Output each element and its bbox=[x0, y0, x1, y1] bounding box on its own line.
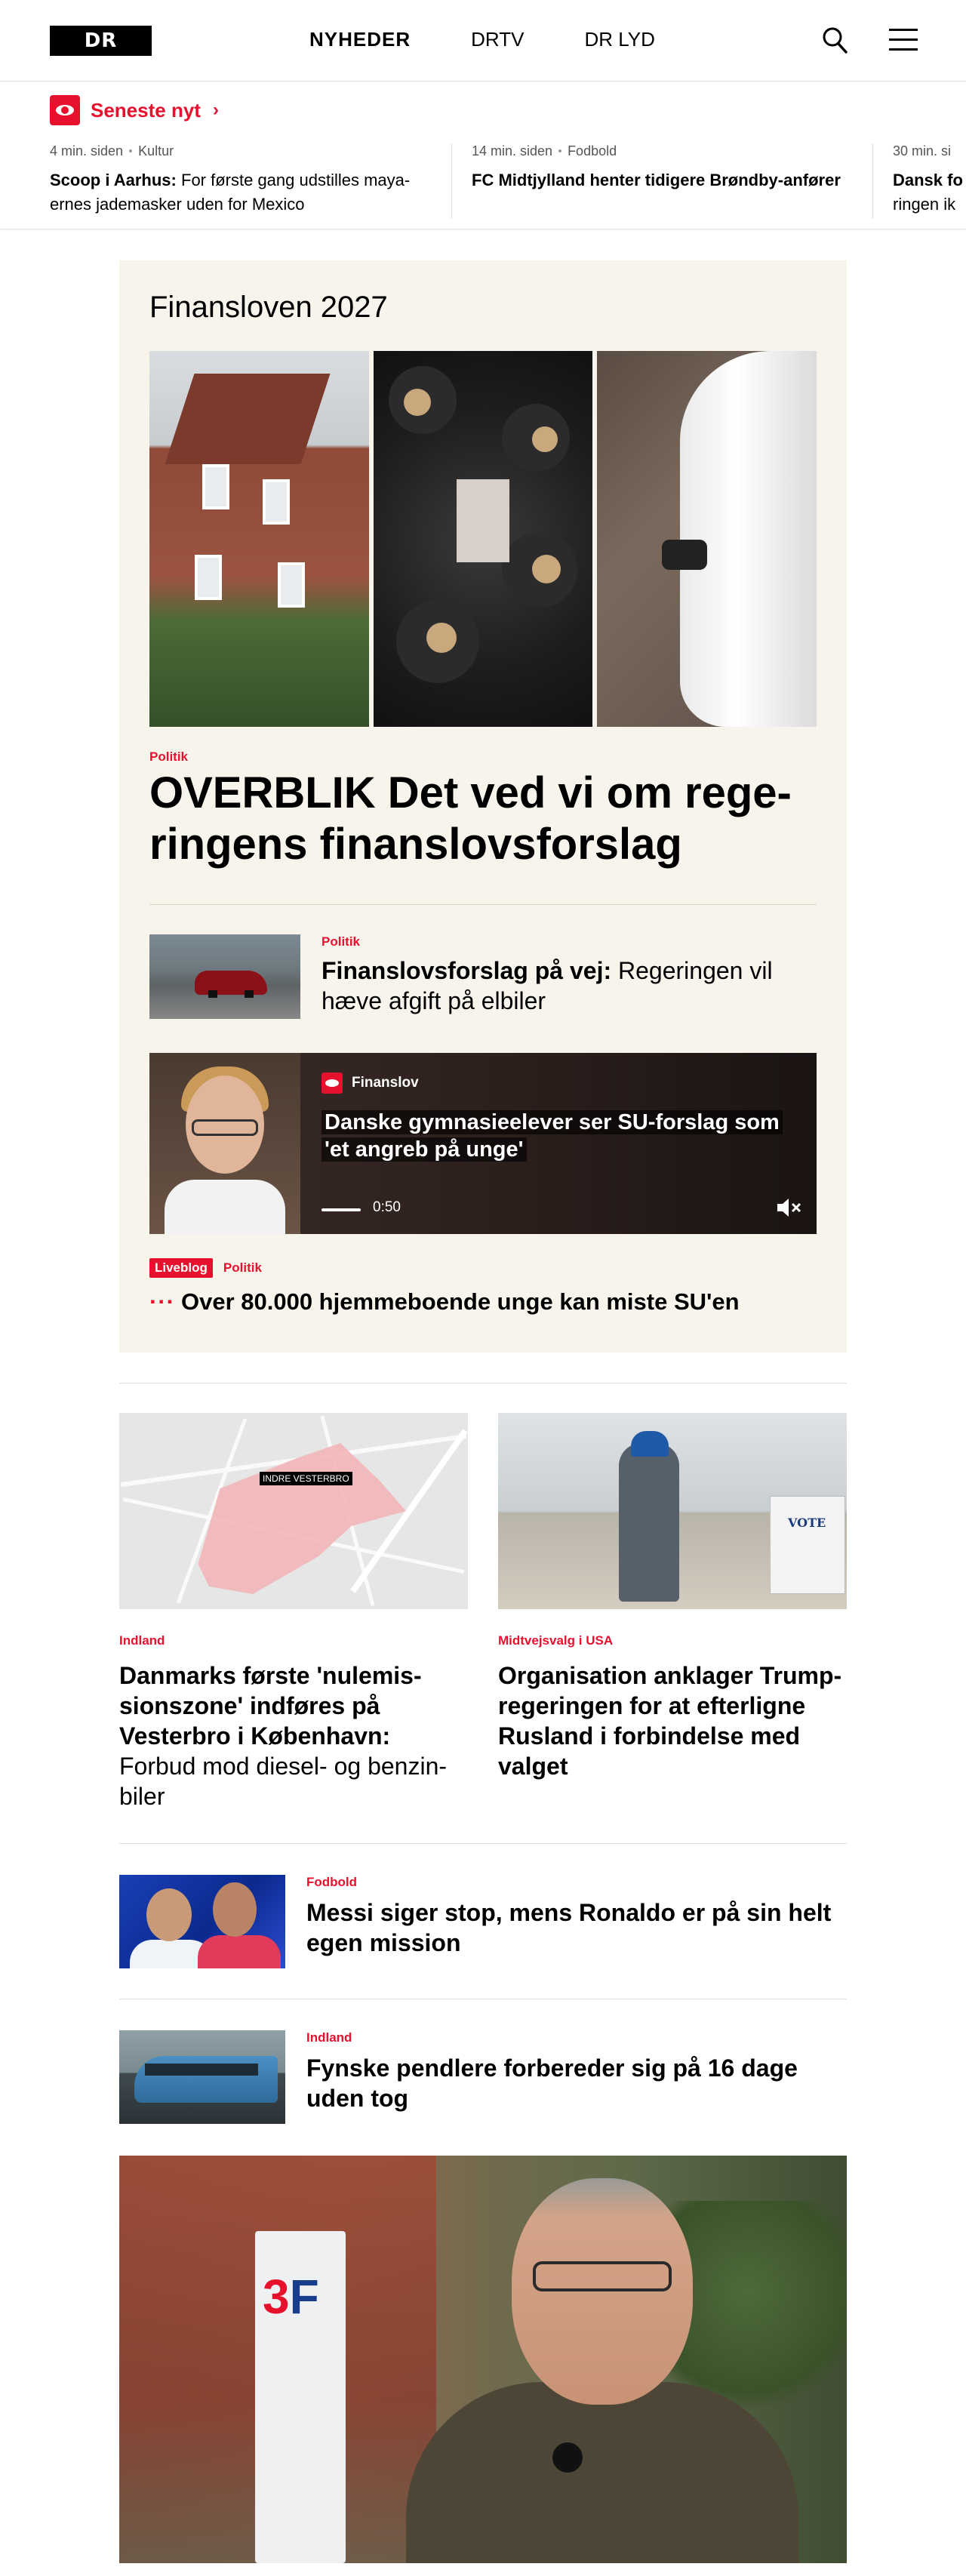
latest-news-link[interactable] bbox=[50, 95, 219, 125]
featured-category[interactable]: Politik bbox=[149, 749, 189, 764]
article-elbiler[interactable] bbox=[149, 934, 817, 1019]
article-text: Regeringen vil hæve afgift på elbiler bbox=[321, 957, 773, 1014]
3f-logo: 3F bbox=[263, 2270, 319, 2324]
logo-text: DR bbox=[84, 29, 118, 52]
video-title: Danske gymnasieelever ser SU-forslag som 'et angreb på unge' bbox=[321, 1109, 789, 1163]
ticker-lead: Scoop i Aarhus: bbox=[50, 171, 177, 189]
article-title: Organisation anklager Trump-regeringen for at efterligne Rusland i forbindelse med valget bbox=[498, 1662, 842, 1780]
divider bbox=[149, 904, 817, 905]
video-progress-bar[interactable] bbox=[321, 1208, 361, 1211]
featured-heading[interactable]: Finansloven 2027 bbox=[149, 291, 388, 324]
article-trump-valg[interactable] bbox=[498, 1413, 847, 1781]
ticker-lead: FC Midtjylland henter tidigere Brøndby-anfører bbox=[472, 171, 841, 189]
ticker-time: 30 min. si bbox=[893, 143, 952, 158]
divider bbox=[119, 1843, 847, 1844]
article-text: Forbud mod diesel- og benzin-biler bbox=[119, 1753, 448, 1810]
electric-car-photo bbox=[597, 351, 817, 727]
dr-logo[interactable] bbox=[50, 26, 152, 56]
students-photo bbox=[374, 351, 593, 727]
microphone bbox=[552, 2442, 583, 2473]
article-category: Indland bbox=[119, 1633, 165, 1648]
map-label: INDRE VESTERBRO bbox=[260, 1472, 352, 1485]
house-photo bbox=[149, 351, 369, 727]
live-dots-icon: ··· bbox=[149, 1288, 175, 1315]
ticker-time: 4 min. siden bbox=[50, 143, 124, 158]
article-title: Fynske pendlere forbereder sig på 16 dage uden tog bbox=[306, 2054, 798, 2112]
ticker-item[interactable] bbox=[451, 143, 851, 219]
student-thumbnail bbox=[149, 1053, 300, 1234]
article-category: Midtvejsvalg i USA bbox=[498, 1633, 614, 1648]
liveblog-title: Over 80.000 hjemmeboende unge kan miste SU'en bbox=[180, 1288, 740, 1315]
3f-video-thumbnail[interactable] bbox=[119, 2156, 847, 2563]
article-title: Messi siger stop, mens Ronaldo er på sin helt egen mission bbox=[306, 1899, 832, 1956]
dr-eye-icon bbox=[321, 1073, 343, 1094]
article-messi-ronaldo[interactable] bbox=[119, 1875, 847, 1968]
video-duration: 0:50 bbox=[373, 1199, 401, 1215]
ticker-category: Kultur bbox=[138, 143, 174, 158]
nav-drtv[interactable]: DRTV bbox=[471, 28, 525, 51]
latest-news-bar bbox=[0, 82, 966, 229]
voting-photo bbox=[498, 1413, 847, 1609]
article-category: Fodbold bbox=[306, 1875, 358, 1889]
search-icon[interactable] bbox=[821, 26, 848, 54]
liveblog-title-link[interactable] bbox=[149, 1288, 740, 1316]
su-video-player[interactable] bbox=[149, 1053, 817, 1234]
ticker-category: Fodbold bbox=[568, 143, 617, 158]
ticker-time: 14 min. siden bbox=[472, 143, 553, 158]
train-thumbnail bbox=[119, 2030, 285, 2124]
article-fynske-pendlere[interactable] bbox=[119, 2030, 847, 2124]
nav-dr-lyd[interactable]: DR LYD bbox=[584, 28, 655, 51]
article-nulemissionszone[interactable] bbox=[119, 1413, 468, 1811]
article-category: Politik bbox=[321, 934, 361, 949]
nav-nyheder[interactable]: NYHEDER bbox=[309, 28, 411, 51]
ticker-item[interactable] bbox=[50, 143, 450, 219]
article-lead: Danmarks første 'nulemis-sionszone' indføres på Vesterbro i København: bbox=[119, 1662, 422, 1750]
site-header bbox=[0, 0, 966, 82]
tesla-thumbnail bbox=[149, 934, 300, 1019]
messi-ronaldo-thumbnail bbox=[119, 1875, 285, 1968]
featured-image[interactable] bbox=[149, 351, 817, 727]
live-eye-icon bbox=[50, 95, 80, 125]
vesterbro-map bbox=[119, 1413, 468, 1609]
liveblog-category: Politik bbox=[223, 1260, 262, 1275]
featured-finanslov bbox=[119, 260, 847, 1353]
news-ticker bbox=[0, 143, 966, 219]
ticker-text: For første gang udstilles maya-ernes jademasker uden for Mexico bbox=[50, 171, 411, 214]
vote-sign: VOTE bbox=[788, 1516, 826, 1530]
latest-news-title: Seneste nyt bbox=[91, 98, 201, 122]
featured-title[interactable]: OVERBLIK Det ved vi om rege-ringens finanslovsforslag bbox=[149, 768, 792, 869]
ticker-lead: Dansk fo bbox=[893, 171, 963, 189]
article-lead: Finanslovsforslag på vej: bbox=[321, 957, 612, 984]
ticker-text: ringen ik bbox=[893, 195, 956, 214]
main-nav bbox=[309, 27, 715, 51]
menu-icon[interactable] bbox=[889, 29, 918, 51]
video-source-label: Finanslov bbox=[352, 1075, 419, 1091]
chevron-right-icon: › bbox=[212, 100, 219, 120]
ticker-item[interactable] bbox=[872, 143, 966, 219]
video-source bbox=[321, 1073, 419, 1094]
article-category: Indland bbox=[306, 2030, 352, 2045]
liveblog-meta bbox=[149, 1258, 262, 1278]
liveblog-badge: Liveblog bbox=[149, 1258, 213, 1278]
mute-icon[interactable] bbox=[776, 1196, 803, 1219]
